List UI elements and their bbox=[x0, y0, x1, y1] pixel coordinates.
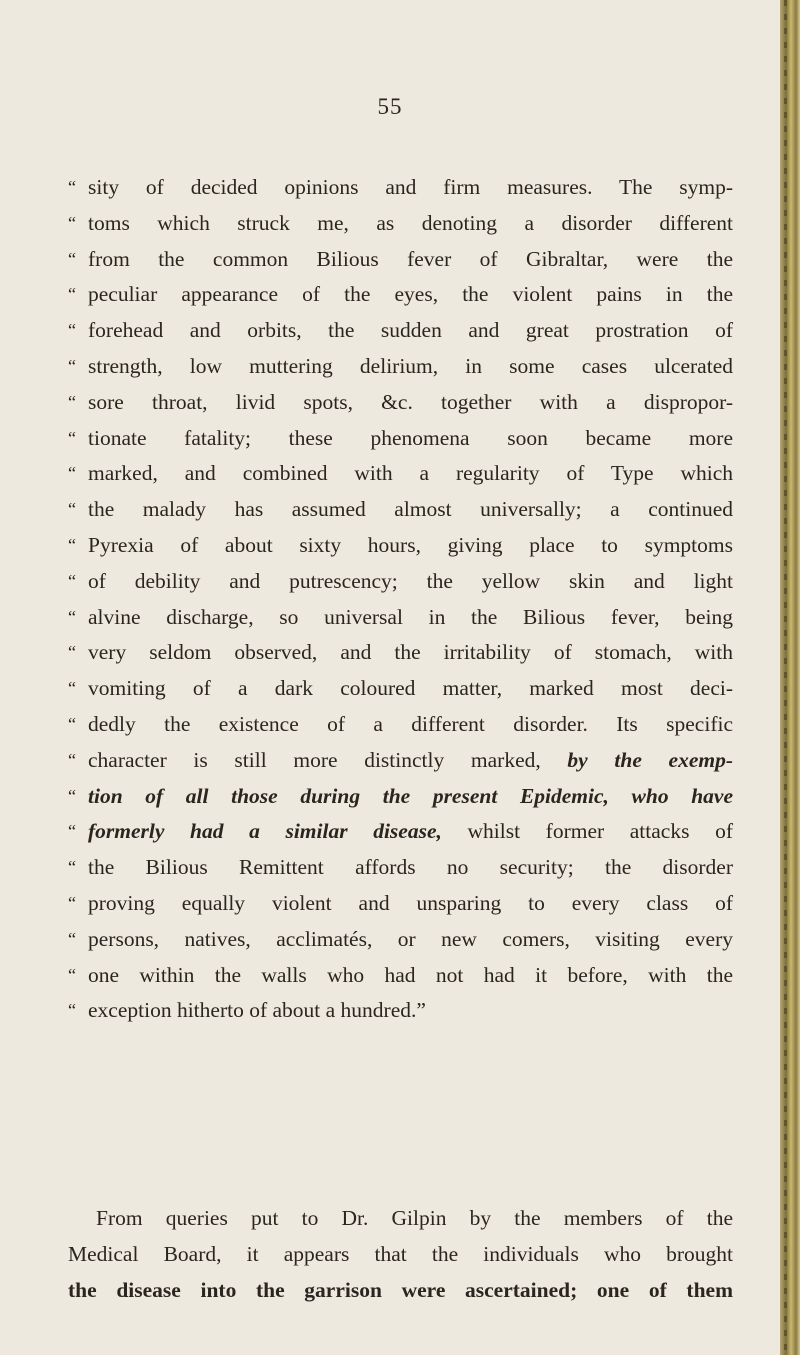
line-text: sity of decided opinions and firm measures. The symp- bbox=[88, 175, 733, 199]
line-text: peculiar appearance of the eyes, the violent pains in the bbox=[88, 282, 733, 307]
quote-mark: “ bbox=[68, 499, 76, 520]
line-text: alvine discharge, so universal in the Bilious fever, being bbox=[88, 604, 733, 629]
quote-mark: “ bbox=[68, 606, 76, 627]
quote-mark: “ bbox=[68, 892, 76, 913]
text-line bbox=[68, 242, 733, 278]
text-line bbox=[68, 170, 733, 206]
text-line bbox=[68, 922, 733, 958]
quoted-passage bbox=[68, 170, 733, 1029]
quote-mark: “ bbox=[68, 642, 76, 663]
text-line bbox=[68, 277, 733, 313]
text-line bbox=[68, 313, 733, 349]
text-line bbox=[68, 671, 733, 707]
quote-mark: “ bbox=[68, 678, 76, 699]
line-text: marked, and combined with a regularity of Type which bbox=[88, 461, 733, 486]
line-text: the Bilious Remittent affords no security; the disorder bbox=[88, 855, 733, 880]
quote-mark: “ bbox=[68, 212, 76, 233]
line-text-italic: by the exemp- bbox=[567, 747, 733, 772]
line-text-roman: character is still more distinctly marked, bbox=[88, 747, 568, 772]
line-text: Pyrexia of about sixty hours, giving place to symptoms bbox=[88, 532, 733, 557]
text-line bbox=[68, 421, 733, 457]
line-text: exception hitherto of about a hundred.” bbox=[88, 998, 426, 1023]
quote-mark: “ bbox=[68, 928, 76, 949]
quote-mark: “ bbox=[68, 964, 76, 985]
line-text bbox=[88, 779, 733, 815]
text-line bbox=[68, 814, 733, 850]
text-line bbox=[68, 779, 733, 815]
line-text: proving equally violent and unsparing to every class of bbox=[88, 890, 733, 915]
line-text: very seldom observed, and the irritability of stomach, with bbox=[88, 640, 733, 665]
text-line bbox=[68, 958, 733, 994]
text-line bbox=[68, 635, 733, 671]
line-text-italic: formerly had a similar disease, bbox=[88, 819, 442, 844]
text-line bbox=[68, 456, 733, 492]
paragraph-line: the disease into the garrison were ascertained; one of them bbox=[68, 1277, 733, 1302]
text-line bbox=[68, 743, 733, 779]
quote-mark: “ bbox=[68, 427, 76, 448]
text-line bbox=[68, 385, 733, 421]
quote-mark: “ bbox=[68, 355, 76, 376]
paragraph-line: Medical Board, it appears that the individuals who brought bbox=[68, 1241, 733, 1266]
line-text: from the common Bilious fever of Gibraltar, were the bbox=[88, 246, 733, 271]
quote-mark: “ bbox=[68, 1000, 76, 1021]
line-text-roman: whilst former attacks of bbox=[441, 819, 733, 844]
page-number: 55 bbox=[377, 94, 403, 119]
text-line bbox=[68, 206, 733, 242]
line-text-italic: tion of all those during the present Epidemic, who have bbox=[88, 783, 733, 808]
text-line bbox=[68, 886, 733, 922]
quote-mark: “ bbox=[68, 320, 76, 341]
text-line bbox=[68, 349, 733, 385]
line-text: forehead and orbits, the sudden and great prostration of bbox=[88, 318, 733, 343]
line-text: toms which struck me, as denoting a disorder different bbox=[88, 210, 733, 235]
text-line bbox=[68, 707, 733, 743]
line-text: dedly the existence of a different disorder. Its specific bbox=[88, 711, 733, 736]
text-line bbox=[68, 492, 733, 528]
book-binding-edge bbox=[780, 0, 800, 1355]
line-text: sore throat, livid spots, &c. together with a dispropor- bbox=[88, 389, 733, 414]
line-text: vomiting of a dark coloured matter, marked most deci- bbox=[88, 676, 733, 701]
quote-mark: “ bbox=[68, 857, 76, 878]
line-text: the malady has assumed almost universally; a continued bbox=[88, 497, 733, 522]
quote-mark: “ bbox=[68, 248, 76, 269]
text-line bbox=[68, 528, 733, 564]
line-text bbox=[88, 743, 733, 779]
quote-mark: “ bbox=[68, 821, 76, 842]
quote-mark: “ bbox=[68, 749, 76, 770]
line-text: of debility and putrescency; the yellow skin and light bbox=[88, 568, 733, 593]
quote-mark: “ bbox=[68, 570, 76, 591]
body-paragraph bbox=[68, 1201, 733, 1308]
quote-mark: “ bbox=[68, 177, 76, 197]
line-text: tionate fatality; these phenomena soon became more bbox=[88, 425, 733, 450]
line-text: persons, natives, acclimatés, or new comers, visiting every bbox=[88, 926, 733, 951]
quote-mark: “ bbox=[68, 534, 76, 555]
quote-mark: “ bbox=[68, 785, 76, 806]
line-text: strength, low muttering delirium, in some cases ulcerated bbox=[88, 353, 733, 378]
text-line bbox=[68, 850, 733, 886]
text-line bbox=[68, 993, 733, 1029]
text-line bbox=[68, 600, 733, 636]
quote-mark: “ bbox=[68, 284, 76, 305]
line-text bbox=[88, 814, 733, 850]
paragraph-line: From queries put to Dr. Gilpin by the members of the bbox=[96, 1206, 733, 1230]
quote-mark: “ bbox=[68, 713, 76, 734]
quote-mark: “ bbox=[68, 391, 76, 412]
quote-mark: “ bbox=[68, 463, 76, 484]
text-line bbox=[68, 564, 733, 600]
line-text: one within the walls who had not had it before, with the bbox=[88, 962, 733, 987]
